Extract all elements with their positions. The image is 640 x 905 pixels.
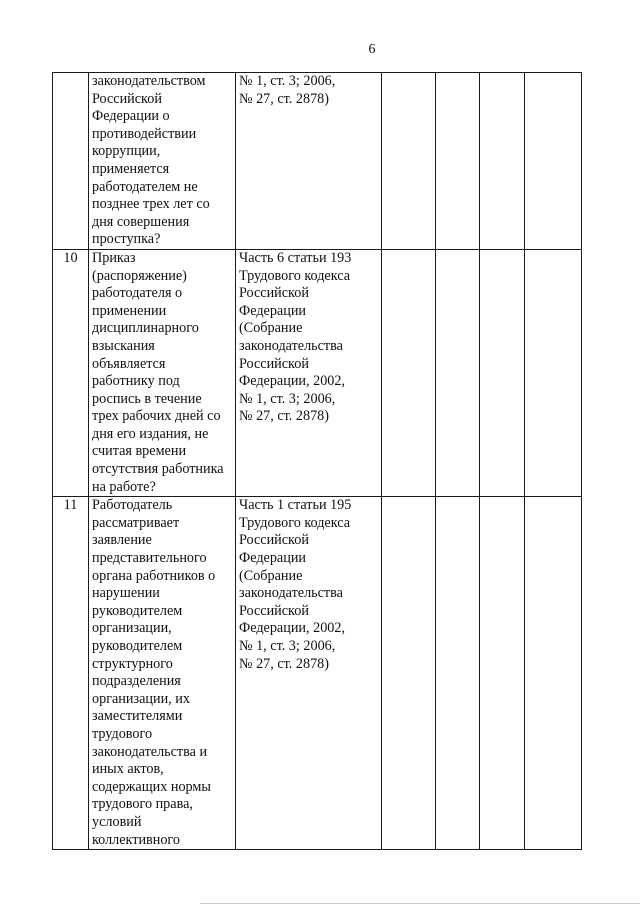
answer-yes-cell[interactable]: [382, 249, 436, 496]
text-line: применении: [92, 302, 167, 319]
text-line: Трудового кодекса: [239, 514, 351, 531]
text-line: работнику под: [92, 373, 180, 390]
answer-not-applicable-cell[interactable]: [480, 497, 525, 850]
text-line: № 27, ст. 2878): [239, 90, 329, 107]
text-line: применяется: [92, 160, 170, 177]
text-line: № 27, ст. 2878): [239, 655, 329, 672]
answer-no-cell[interactable]: [436, 249, 480, 496]
text-line: Российской: [239, 285, 309, 302]
text-line: организации,: [92, 620, 172, 637]
page-number: 6: [368, 42, 376, 57]
text-line: роспись в течение: [92, 390, 202, 407]
answer-yes-cell[interactable]: [382, 73, 436, 250]
text-line: проступка?: [92, 231, 161, 248]
text-line: условий: [92, 813, 142, 830]
text-line: представительного: [92, 550, 207, 567]
text-line: Федерации, 2002,: [239, 373, 346, 390]
text-line: № 1, ст. 3; 2006,: [239, 390, 336, 407]
text-line: Федерации: [239, 550, 307, 567]
table-row: [53, 497, 582, 850]
text-line: Федерации о: [92, 108, 170, 125]
text-line: (Собрание: [239, 567, 303, 584]
legal-reference-cell: [236, 249, 382, 496]
text-line: № 1, ст. 3; 2006,: [239, 73, 336, 89]
question-cell: [89, 73, 236, 250]
text-line: (распоряжение): [92, 267, 187, 284]
text-line: трудового права,: [92, 796, 193, 813]
text-line: структурного: [92, 655, 173, 672]
notes-cell[interactable]: [525, 73, 582, 250]
text-line: законодательства: [239, 337, 343, 354]
text-line: коллективного: [92, 831, 180, 848]
text-line: противодействии: [92, 125, 197, 142]
text-line: Российской: [92, 90, 162, 107]
answer-yes-cell[interactable]: [382, 497, 436, 850]
text-line: на работе?: [92, 478, 156, 495]
row-number: 11: [53, 497, 89, 850]
text-line: подразделения: [92, 673, 181, 690]
text-line: руководителем: [92, 638, 183, 654]
text-line: Российской: [239, 532, 309, 549]
table-row: [53, 249, 582, 496]
text-line: законодательством: [92, 73, 206, 89]
text-line: № 1, ст. 3; 2006,: [239, 638, 336, 654]
text-line: Трудового кодекса: [239, 267, 351, 284]
legal-reference-cell: [236, 497, 382, 850]
scan-edge-line: [200, 903, 640, 904]
text-line: № 27, ст. 2878): [239, 408, 329, 425]
text-line: руководителем: [92, 602, 183, 619]
notes-cell[interactable]: [525, 497, 582, 850]
checklist-table: [52, 72, 582, 850]
text-line: заместителями: [92, 708, 183, 725]
text-line: дисциплинарного: [92, 320, 199, 337]
text-line: Российской: [239, 602, 309, 619]
question-cell: [89, 497, 236, 850]
text-line: Приказ: [92, 249, 136, 266]
text-line: Федерации: [239, 302, 307, 319]
notes-cell[interactable]: [525, 249, 582, 496]
text-line: Часть 1 статьи 195: [239, 497, 352, 514]
text-line: Работодатель: [92, 497, 173, 514]
text-line: трех рабочих дней со: [92, 408, 221, 425]
text-line: работодателем не: [92, 178, 198, 195]
text-line: трудового: [92, 725, 153, 742]
text-line: взыскания: [92, 337, 155, 354]
text-line: дня совершения: [92, 213, 190, 230]
text-line: содержащих нормы: [92, 778, 211, 795]
text-line: Федерации, 2002,: [239, 620, 346, 637]
text-line: считая времени: [92, 443, 187, 460]
text-line: нарушении: [92, 585, 160, 602]
answer-no-cell[interactable]: [436, 73, 480, 250]
text-line: (Собрание: [239, 320, 303, 337]
text-line: законодательства и: [92, 743, 208, 760]
question-cell: [89, 249, 236, 496]
answer-not-applicable-cell[interactable]: [480, 249, 525, 496]
text-line: позднее трех лет со: [92, 196, 210, 213]
text-line: Часть 6 статьи 193: [239, 249, 352, 266]
checklist-table-body: [53, 73, 582, 850]
row-number: [53, 73, 89, 250]
text-line: законодательства: [239, 585, 343, 602]
legal-reference-cell: [236, 73, 382, 250]
answer-not-applicable-cell[interactable]: [480, 73, 525, 250]
table-row: [53, 73, 582, 250]
text-line: заявление: [92, 532, 152, 549]
text-line: коррупции,: [92, 143, 161, 160]
text-line: отсутствия работника: [92, 461, 224, 478]
text-line: дня его издания, не: [92, 425, 209, 442]
answer-no-cell[interactable]: [436, 497, 480, 850]
text-line: иных актов,: [92, 761, 164, 778]
text-line: работодателя о: [92, 285, 183, 302]
text-line: органа работников о: [92, 567, 216, 584]
text-line: организации, их: [92, 690, 190, 707]
text-line: Российской: [239, 355, 309, 372]
text-line: рассматривает: [92, 514, 180, 531]
text-line: объявляется: [92, 355, 166, 372]
row-number: 10: [53, 249, 89, 496]
